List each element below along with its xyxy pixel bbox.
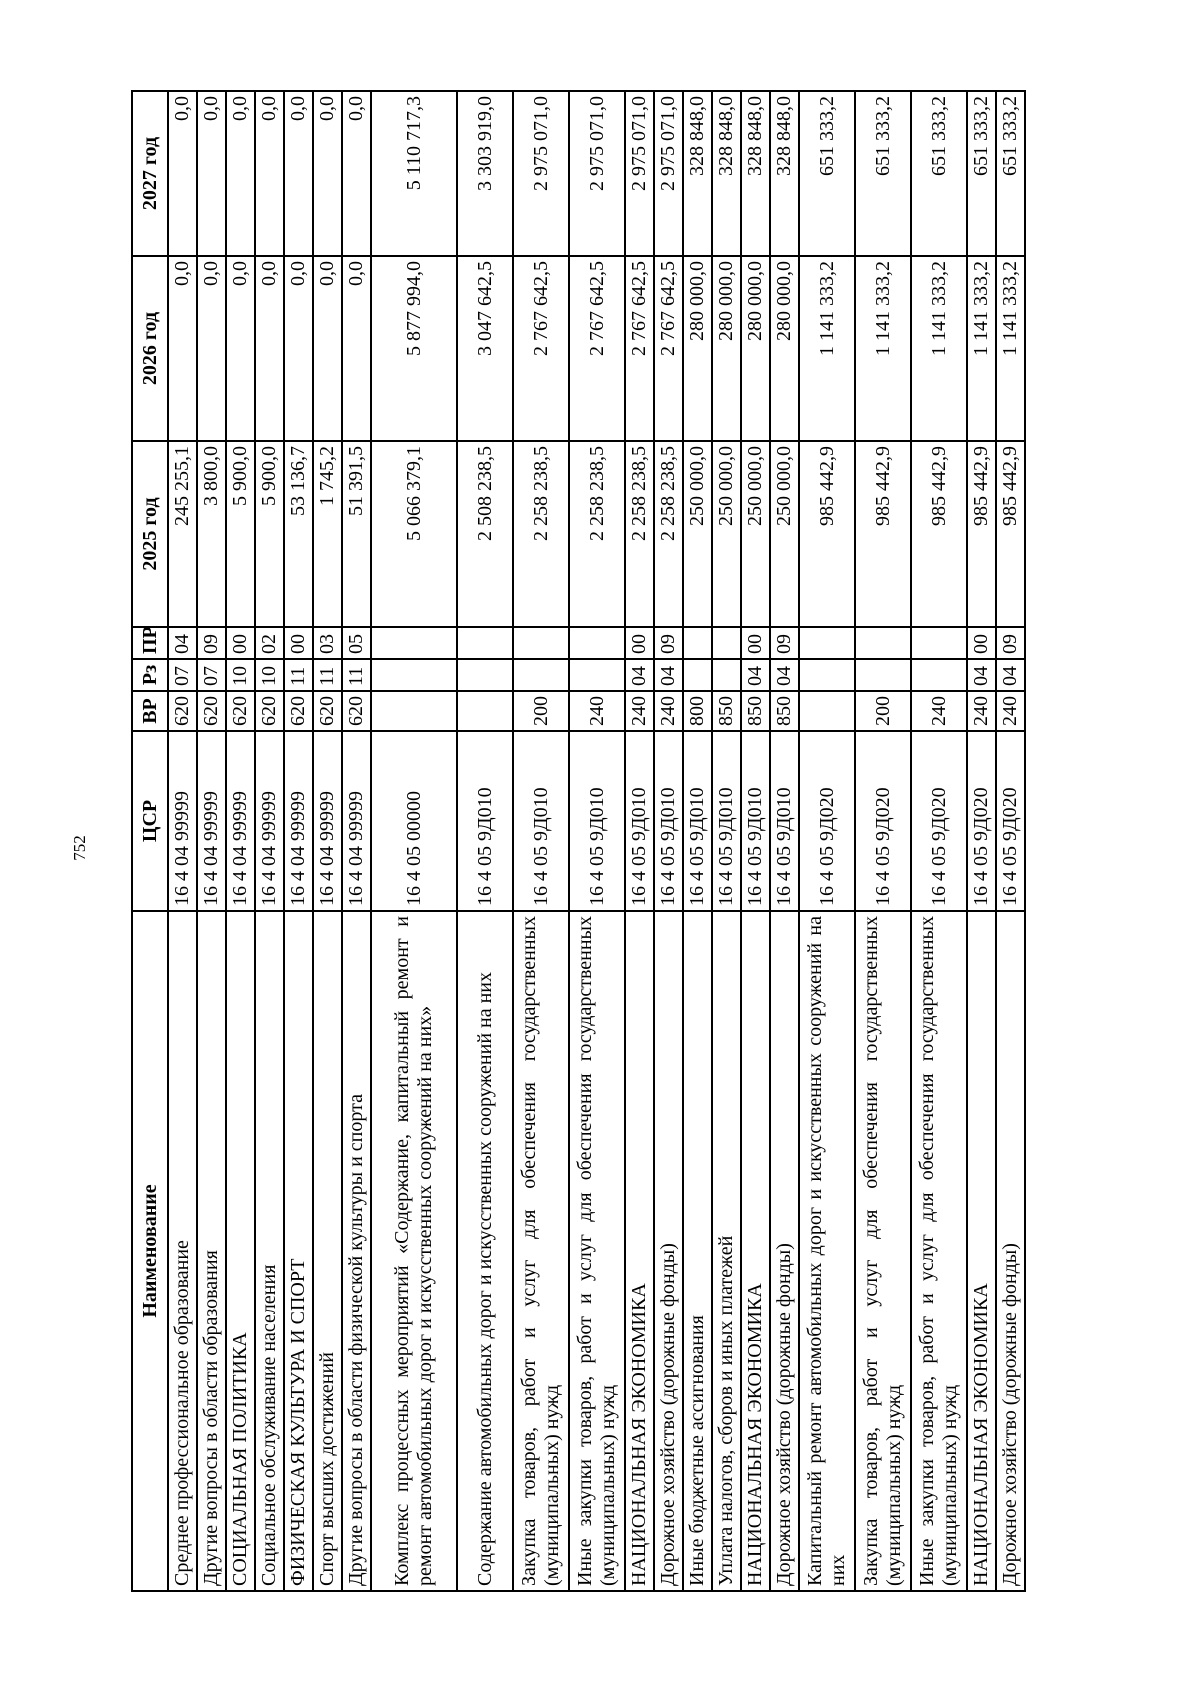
cell-vr: 240	[911, 691, 967, 731]
cell-2025: 2 258 238,5	[569, 441, 625, 627]
cell-name: НАЦИОНАЛЬНАЯ ЭКОНОМИКА	[741, 911, 770, 1591]
cell-csr: 16 4 05 9Д020	[799, 731, 855, 911]
cell-name: Уплата налогов, сборов и иных платежей	[712, 911, 741, 1591]
cell-2026: 1 141 333,2	[996, 256, 1025, 441]
table-row	[457, 91, 513, 1591]
cell-name: Спорт высших достижений	[313, 911, 342, 1591]
cell-csr: 16 4 05 9Д010	[683, 731, 712, 911]
cell-2026: 2 767 642,5	[513, 256, 569, 441]
table-row	[569, 91, 625, 1591]
cell-csr: 16 4 05 9Д020	[996, 731, 1025, 911]
cell-2026: 0,0	[197, 256, 226, 441]
cell-name: СОЦИАЛЬНАЯ ПОЛИТИКА	[226, 911, 255, 1591]
cell-2026: 1 141 333,2	[911, 256, 967, 441]
table-row	[741, 91, 770, 1591]
cell-2025: 2 508 238,5	[457, 441, 513, 627]
cell-rz	[799, 659, 855, 691]
table-row	[513, 91, 569, 1591]
cell-pr	[855, 627, 911, 659]
cell-pr: 03	[313, 627, 342, 659]
cell-2027: 0,0	[168, 91, 197, 256]
table-row	[855, 91, 911, 1591]
cell-2025: 5 066 379,1	[371, 441, 457, 627]
cell-2025: 250 000,0	[712, 441, 741, 627]
cell-vr: 240	[996, 691, 1025, 731]
table-row	[654, 91, 683, 1591]
cell-2026: 0,0	[168, 256, 197, 441]
cell-name: Другие вопросы в области образования	[197, 911, 226, 1591]
cell-2027: 0,0	[197, 91, 226, 256]
cell-pr	[683, 627, 712, 659]
table-row	[625, 91, 654, 1591]
cell-2027: 2 975 071,0	[654, 91, 683, 256]
cell-2025: 2 258 238,5	[513, 441, 569, 627]
cell-name: Дорожное хозяйство (дорожные фонды)	[770, 911, 799, 1591]
cell-pr: 00	[284, 627, 313, 659]
table-row	[168, 91, 197, 1591]
cell-vr: 620	[284, 691, 313, 731]
cell-rz	[569, 659, 625, 691]
cell-2027: 328 848,0	[683, 91, 712, 256]
cell-rz: 04	[741, 659, 770, 691]
cell-pr	[911, 627, 967, 659]
cell-name: НАЦИОНАЛЬНАЯ ЭКОНОМИКА	[625, 911, 654, 1591]
rotated-page-content	[131, 92, 1024, 1592]
header-name: Наименование	[132, 911, 168, 1591]
cell-vr: 620	[313, 691, 342, 731]
cell-2027: 2 975 071,0	[625, 91, 654, 256]
cell-pr: 04	[168, 627, 197, 659]
cell-2025: 2 258 238,5	[625, 441, 654, 627]
cell-csr: 16 4 05 9Д010	[654, 731, 683, 911]
table-row	[799, 91, 855, 1591]
cell-csr: 16 4 05 9Д020	[855, 731, 911, 911]
table-row	[770, 91, 799, 1591]
cell-2027: 0,0	[284, 91, 313, 256]
cell-2026: 0,0	[313, 256, 342, 441]
cell-rz	[855, 659, 911, 691]
cell-pr: 00	[741, 627, 770, 659]
cell-2027: 651 333,2	[967, 91, 996, 256]
cell-rz: 10	[226, 659, 255, 691]
cell-pr: 02	[255, 627, 284, 659]
table-row	[226, 91, 255, 1591]
cell-vr	[371, 691, 457, 731]
table-row	[371, 91, 457, 1591]
cell-name: Комплекс процессных мероприятий «Содержание, капитальный ремонт и ремонт автомобильных дорог и искусственных сооружений на них»	[371, 911, 457, 1591]
cell-2027: 651 333,2	[799, 91, 855, 256]
cell-rz: 07	[197, 659, 226, 691]
budget-table	[131, 90, 1026, 1592]
cell-csr: 16 4 04 99999	[168, 731, 197, 911]
header-csr: ЦСР	[132, 731, 168, 911]
cell-csr: 16 4 04 99999	[197, 731, 226, 911]
table-row	[712, 91, 741, 1591]
cell-pr: 05	[342, 627, 371, 659]
cell-name: Дорожное хозяйство (дорожные фонды)	[996, 911, 1025, 1591]
cell-rz: 10	[255, 659, 284, 691]
cell-rz: 04	[654, 659, 683, 691]
cell-vr: 620	[168, 691, 197, 731]
table-row	[255, 91, 284, 1591]
header-pr: ПР	[132, 627, 168, 659]
cell-name: Иные закупки товаров, работ и услуг для обеспечения государственных (муниципальных) нужд	[569, 911, 625, 1591]
cell-2026: 0,0	[284, 256, 313, 441]
cell-2025: 985 442,9	[911, 441, 967, 627]
cell-2027: 0,0	[342, 91, 371, 256]
cell-pr: 00	[967, 627, 996, 659]
cell-2027: 3 303 919,0	[457, 91, 513, 256]
cell-2026: 2 767 642,5	[654, 256, 683, 441]
cell-2026: 2 767 642,5	[569, 256, 625, 441]
cell-pr: 00	[625, 627, 654, 659]
cell-2026: 1 141 333,2	[967, 256, 996, 441]
cell-vr: 850	[712, 691, 741, 731]
table-row	[197, 91, 226, 1591]
cell-name: Содержание автомобильных дорог и искусственных сооружений на них	[457, 911, 513, 1591]
cell-name: Закупка товаров, работ и услуг для обеспечения государственных (муниципальных) нужд	[513, 911, 569, 1591]
cell-vr: 620	[255, 691, 284, 731]
cell-2025: 5 900,0	[226, 441, 255, 627]
cell-vr: 620	[342, 691, 371, 731]
cell-pr	[712, 627, 741, 659]
cell-name: Среднее профессиональное образование	[168, 911, 197, 1591]
cell-pr: 09	[770, 627, 799, 659]
table-row	[313, 91, 342, 1591]
cell-rz	[513, 659, 569, 691]
cell-name: Капитальный ремонт автомобильных дорог и искусственных сооружений на них	[799, 911, 855, 1591]
header-2026: 2026 год	[132, 256, 168, 441]
cell-2027: 651 333,2	[911, 91, 967, 256]
cell-2027: 2 975 071,0	[513, 91, 569, 256]
cell-2026: 1 141 333,2	[799, 256, 855, 441]
cell-2027: 651 333,2	[855, 91, 911, 256]
cell-vr: 800	[683, 691, 712, 731]
cell-2025: 985 442,9	[967, 441, 996, 627]
cell-rz	[712, 659, 741, 691]
cell-2025: 250 000,0	[770, 441, 799, 627]
cell-2026: 0,0	[255, 256, 284, 441]
cell-vr	[457, 691, 513, 731]
cell-pr	[799, 627, 855, 659]
cell-2027: 328 848,0	[712, 91, 741, 256]
cell-2027: 0,0	[226, 91, 255, 256]
cell-pr: 00	[226, 627, 255, 659]
table-row	[996, 91, 1025, 1591]
cell-rz: 04	[770, 659, 799, 691]
cell-2025: 985 442,9	[799, 441, 855, 627]
cell-2026: 280 000,0	[741, 256, 770, 441]
cell-2025: 245 255,1	[168, 441, 197, 627]
cell-rz	[371, 659, 457, 691]
table-row	[342, 91, 371, 1591]
cell-2026: 280 000,0	[683, 256, 712, 441]
cell-csr: 16 4 05 9Д010	[625, 731, 654, 911]
cell-2026: 3 047 642,5	[457, 256, 513, 441]
cell-2026: 0,0	[342, 256, 371, 441]
cell-rz	[457, 659, 513, 691]
table-row	[911, 91, 967, 1591]
header-rz: Рз	[132, 659, 168, 691]
cell-pr: 09	[197, 627, 226, 659]
cell-vr: 240	[569, 691, 625, 731]
cell-name: Иные бюджетные ассигнования	[683, 911, 712, 1591]
cell-2026: 1 141 333,2	[855, 256, 911, 441]
cell-name: Иные закупки товаров, работ и услуг для обеспечения государственных (муниципальных) нужд	[911, 911, 967, 1591]
cell-2026: 2 767 642,5	[625, 256, 654, 441]
cell-pr	[569, 627, 625, 659]
cell-csr: 16 4 05 9Д010	[770, 731, 799, 911]
cell-pr	[513, 627, 569, 659]
page-number: 752	[70, 835, 89, 861]
cell-2025: 250 000,0	[683, 441, 712, 627]
cell-vr: 850	[770, 691, 799, 731]
cell-vr: 200	[513, 691, 569, 731]
cell-vr: 620	[226, 691, 255, 731]
cell-2025: 51 391,5	[342, 441, 371, 627]
cell-rz: 11	[284, 659, 313, 691]
cell-csr: 16 4 05 9Д010	[741, 731, 770, 911]
cell-rz	[683, 659, 712, 691]
cell-rz: 07	[168, 659, 197, 691]
cell-2027: 2 975 071,0	[569, 91, 625, 256]
cell-2027: 651 333,2	[996, 91, 1025, 256]
cell-rz: 04	[967, 659, 996, 691]
header-2025: 2025 год	[132, 441, 168, 627]
cell-name: Дорожное хозяйство (дорожные фонды)	[654, 911, 683, 1591]
cell-csr: 16 4 04 99999	[342, 731, 371, 911]
cell-2025: 53 136,7	[284, 441, 313, 627]
cell-csr: 16 4 05 9Д010	[513, 731, 569, 911]
cell-2025: 985 442,9	[996, 441, 1025, 627]
cell-2027: 328 848,0	[770, 91, 799, 256]
cell-name: Закупка товаров, работ и услуг для обеспечения государственных (муниципальных) нужд	[855, 911, 911, 1591]
cell-2025: 250 000,0	[741, 441, 770, 627]
cell-name: Социальное обслуживание населения	[255, 911, 284, 1591]
cell-csr: 16 4 04 99999	[313, 731, 342, 911]
cell-rz: 11	[313, 659, 342, 691]
cell-csr: 16 4 04 99999	[284, 731, 313, 911]
cell-rz	[911, 659, 967, 691]
cell-vr: 850	[741, 691, 770, 731]
cell-2026: 5 877 994,0	[371, 256, 457, 441]
cell-csr: 16 4 05 9Д010	[712, 731, 741, 911]
cell-vr: 240	[625, 691, 654, 731]
header-2027: 2027 год	[132, 91, 168, 256]
cell-csr: 16 4 05 9Д020	[967, 731, 996, 911]
cell-rz: 04	[996, 659, 1025, 691]
cell-csr: 16 4 04 99999	[255, 731, 284, 911]
cell-pr: 09	[996, 627, 1025, 659]
cell-vr	[799, 691, 855, 731]
cell-2027: 0,0	[313, 91, 342, 256]
cell-2026: 280 000,0	[712, 256, 741, 441]
cell-2026: 0,0	[226, 256, 255, 441]
cell-csr: 16 4 05 00000	[371, 731, 457, 911]
cell-2025: 2 258 238,5	[654, 441, 683, 627]
cell-2027: 0,0	[255, 91, 284, 256]
cell-pr	[371, 627, 457, 659]
table-row	[683, 91, 712, 1591]
cell-name: Другие вопросы в области физической культуры и спорта	[342, 911, 371, 1591]
cell-2025: 1 745,2	[313, 441, 342, 627]
cell-rz: 04	[625, 659, 654, 691]
cell-vr: 620	[197, 691, 226, 731]
cell-csr: 16 4 05 9Д020	[911, 731, 967, 911]
cell-vr: 200	[855, 691, 911, 731]
table-row	[284, 91, 313, 1591]
cell-pr: 09	[654, 627, 683, 659]
cell-2027: 328 848,0	[741, 91, 770, 256]
header-vr: ВР	[132, 691, 168, 731]
cell-2025: 985 442,9	[855, 441, 911, 627]
table-row	[967, 91, 996, 1591]
cell-2025: 3 800,0	[197, 441, 226, 627]
cell-2026: 280 000,0	[770, 256, 799, 441]
cell-name: НАЦИОНАЛЬНАЯ ЭКОНОМИКА	[967, 911, 996, 1591]
cell-pr	[457, 627, 513, 659]
table-header-row	[132, 91, 168, 1591]
cell-csr: 16 4 04 99999	[226, 731, 255, 911]
cell-name: ФИЗИЧЕСКАЯ КУЛЬТУРА И СПОРТ	[284, 911, 313, 1591]
cell-rz: 11	[342, 659, 371, 691]
cell-2025: 5 900,0	[255, 441, 284, 627]
cell-2027: 5 110 717,3	[371, 91, 457, 256]
cell-vr: 240	[967, 691, 996, 731]
cell-csr: 16 4 05 9Д010	[569, 731, 625, 911]
cell-vr: 240	[654, 691, 683, 731]
cell-csr: 16 4 05 9Д010	[457, 731, 513, 911]
